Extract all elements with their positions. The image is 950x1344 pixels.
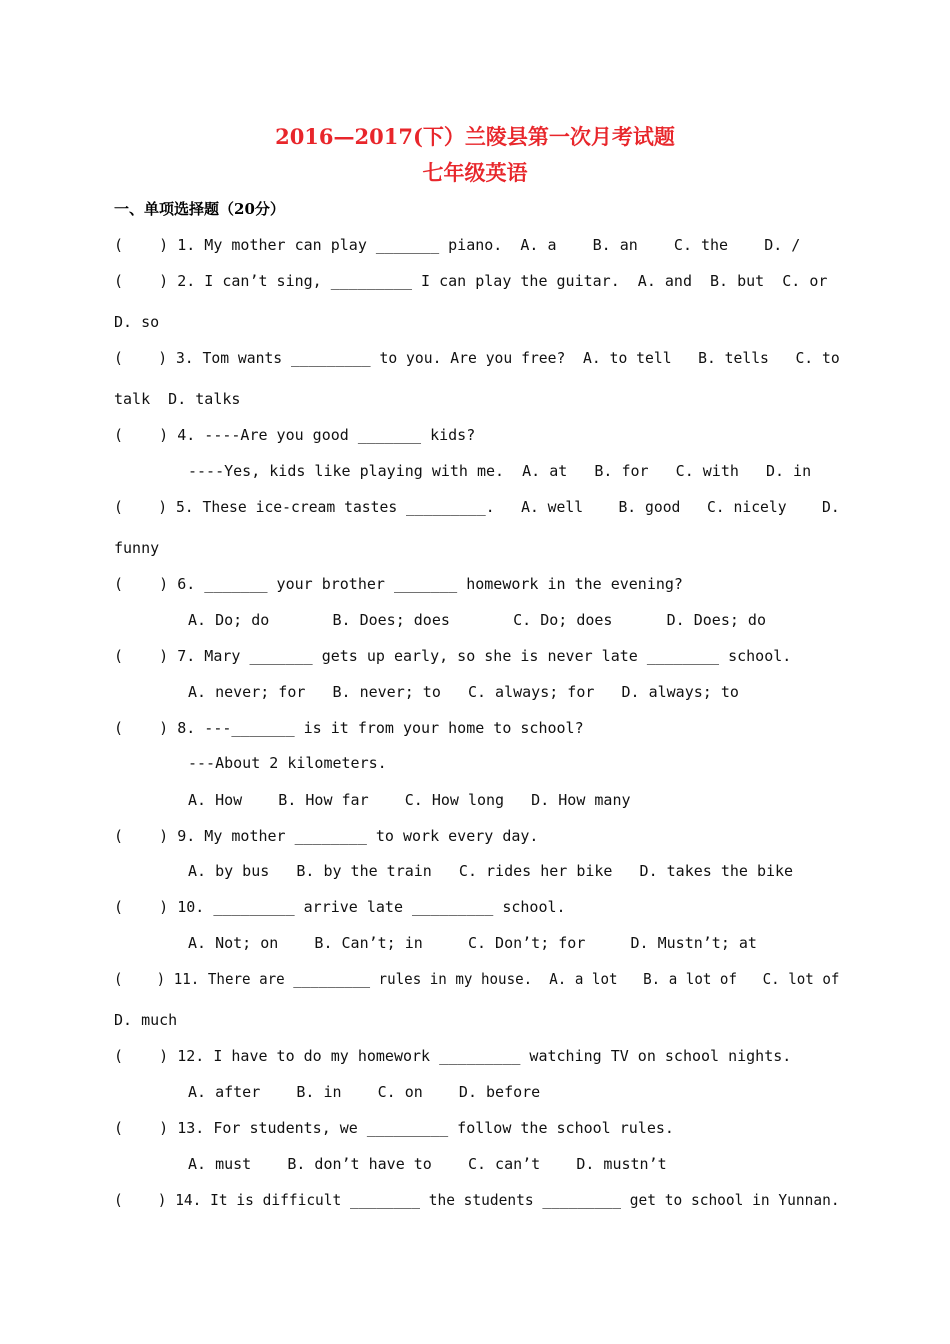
question-7: ( ) 7. Mary _______ gets up early, so she is never late ________ school. bbox=[114, 647, 792, 665]
question-6: ( ) 6. _______ your brother _______ homework in the evening? bbox=[114, 575, 683, 593]
question-4-options: ----Yes, kids like playing with me. A. at B. for C. with D. in bbox=[188, 462, 812, 480]
question-9: ( ) 9. My mother ________ to work every day. bbox=[114, 827, 539, 845]
question-11-continued: D. much bbox=[114, 1011, 178, 1029]
question-12: ( ) 12. I have to do my homework _________ watching TV on school nights. bbox=[114, 1047, 792, 1065]
question-14: ( ) 14. It is difficult ________ the students _________ get to school in Yunnan. bbox=[114, 1191, 840, 1209]
question-8-options: A. How B. How far C. How long D. How many bbox=[188, 791, 631, 809]
question-4: ( ) 4. ----Are you good _______ kids? bbox=[114, 426, 476, 444]
exam-subtitle: 七年级英语 bbox=[422, 160, 528, 185]
question-9-options: A. by bus B. by the train C. rides her bike D. takes the bike bbox=[188, 862, 794, 880]
question-13-options: A. must B. don’t have to C. can’t D. mustn’t bbox=[188, 1155, 667, 1173]
question-1: ( ) 1. My mother can play _______ piano. A. a B. an C. the D. / bbox=[114, 236, 801, 254]
question-10-options: A. Not; on B. Can’t; in C. Don’t; for D. Mustn’t; at bbox=[188, 934, 757, 952]
question-8: ( ) 8. ---_______ is it from your home to school? bbox=[114, 719, 584, 737]
question-2: ( ) 2. I can’t sing, _________ I can play the guitar. A. and B. but C. or bbox=[114, 272, 828, 290]
question-7-options: A. never; for B. never; to C. always; for D. always; to bbox=[188, 683, 739, 701]
question-10: ( ) 10. _________ arrive late _________ school. bbox=[114, 898, 566, 916]
question-13: ( ) 13. For students, we _________ follow the school rules. bbox=[114, 1119, 674, 1137]
question-6-options: A. Do; do B. Does; does C. Do; does D. Does; do bbox=[188, 611, 766, 629]
section-heading: 一、单项选择题（20分） bbox=[114, 200, 285, 218]
question-12-options: A. after B. in C. on D. before bbox=[188, 1083, 541, 1101]
question-3: ( ) 3. Tom wants _________ to you. Are you free? A. to tell B. tells C. to bbox=[114, 349, 840, 367]
question-8-reply: ---About 2 kilometers. bbox=[188, 754, 387, 772]
question-5-continued: funny bbox=[114, 539, 160, 557]
question-5: ( ) 5. These ice-cream tastes _________. A. well B. good C. nicely D. bbox=[114, 498, 840, 516]
question-3-continued: talk D. talks bbox=[114, 390, 241, 408]
question-11: ( ) 11. There are _________ rules in my house. A. a lot B. a lot of C. lot of bbox=[114, 970, 840, 988]
exam-title: 2016—2017(下）兰陵县第一次月考试题 bbox=[275, 124, 675, 149]
question-2-continued: D. so bbox=[114, 313, 160, 331]
